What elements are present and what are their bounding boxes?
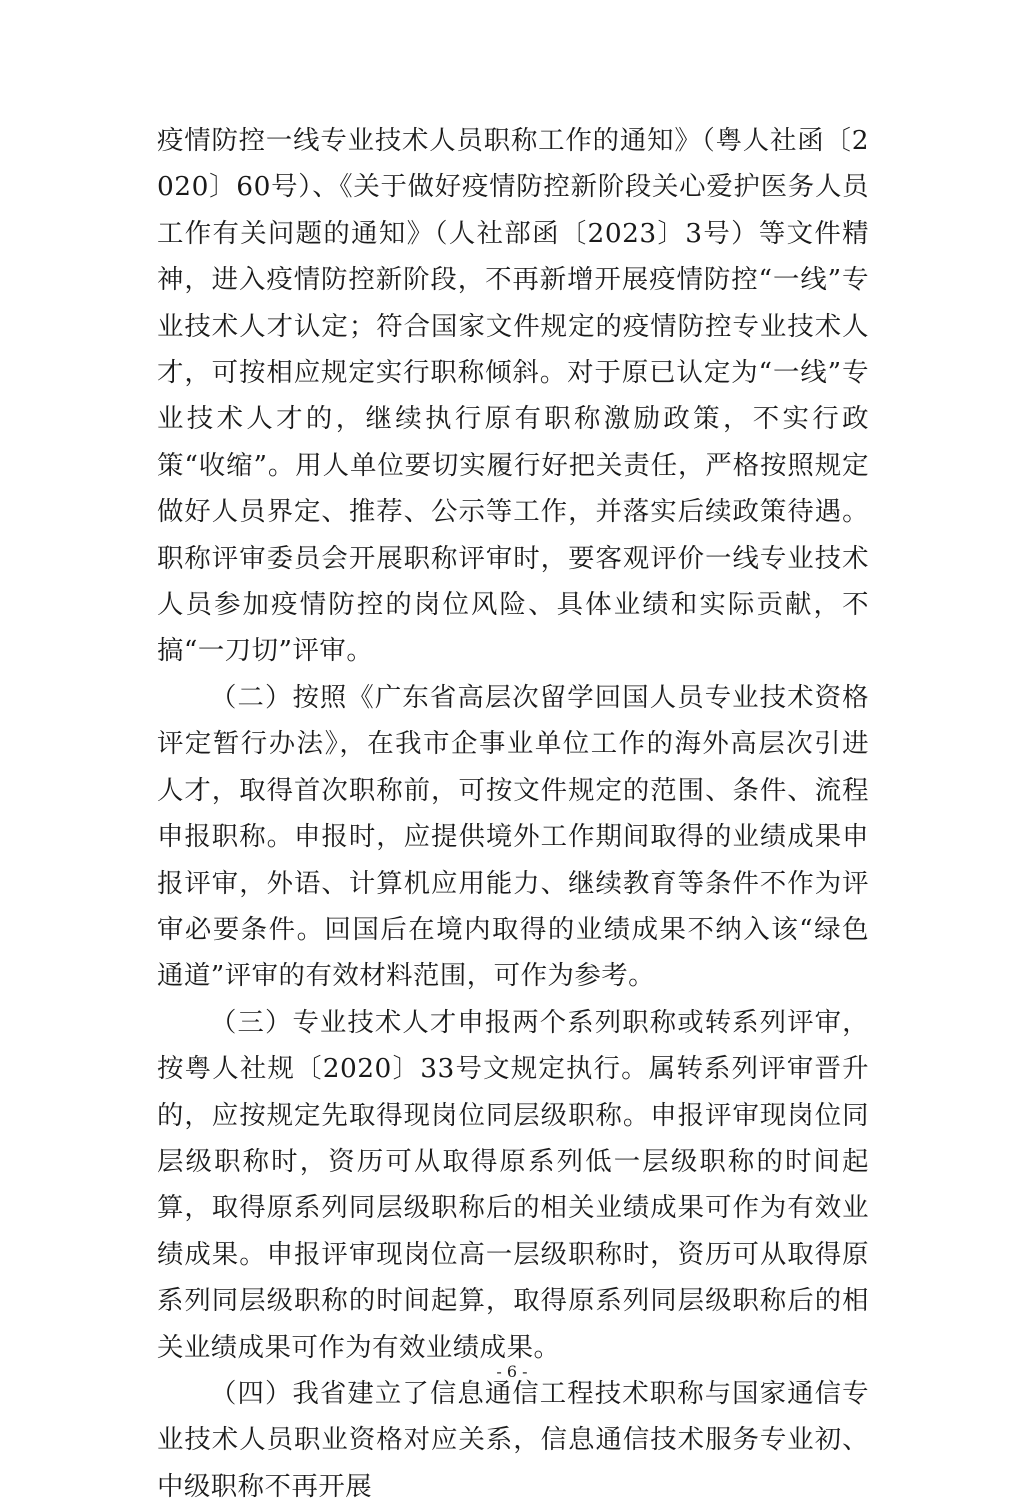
document-body <box>157 118 869 1510</box>
page-number: - 6 - <box>496 1362 528 1381</box>
paragraph-item-3: （三）专业技术人才申报两个系列职称或转系列评审，按粤人社规〔2020〕33号文规定执行。属转系列评审晋升的，应按规定先取得现岗位同层级职称。申报评审现岗位同层级职称时，资历可从取得原系列低一层级职称的时间起算，取得原系列同层级职称后的相关业绩成果可作为有效业绩成果。申报评审现岗位高一层级职称时，资历可从取得原系列同层级职称的时间起算，取得原系列同层级职称后的相关业绩成果可作为有效业绩成果。 <box>157 1006 869 1363</box>
paragraph-item-4: （四）我省建立了信息通信工程技术职称与国家通信专业技术人员职业资格对应关系，信息通信技术服务专业初、中级职称不再开展 <box>157 1377 869 1502</box>
paragraph-item-2: （二）按照《广东省高层次留学回国人员专业技术资格评定暂行办法》，在我市企事业单位工作的海外高层次引进人才，取得首次职称前，可按文件规定的范围、条件、流程申报职称。申报时，应提供境外工作期间取得的业绩成果申报评审，外语、计算机应用能力、继续教育等条件不作为评审必要条件。回国后在境内取得的业绩成果不纳入该“绿色通道”评审的有效材料范围，可作为参考。 <box>157 681 869 992</box>
paragraph-continuation: 疫情防控一线专业技术人员职称工作的通知》（粤人社函〔2020〕60号）、《关于做好疫情防控新阶段关心爱护医务人员工作有关问题的通知》（人社部函〔2023〕3号）等文件精神，进入疫情防控新阶段，不再新增开展疫情防控“一线”专业技术人才认定；符合国家文件规定的疫情防控专业技术人才，可按相应规定实行职称倾斜。对于原已认定为“一线”专业技术人才的，继续执行原有职称激励政策，不实行政策“收缩”。用人单位要切实履行好把关责任，严格按照规定做好人员界定、推荐、公示等工作，并落实后续政策待遇。职称评审委员会开展职称评审时，要客观评价一线专业技术人员参加疫情防控的岗位风险、具体业绩和实际贡献，不搞“一刀切”评审。 <box>157 125 869 667</box>
